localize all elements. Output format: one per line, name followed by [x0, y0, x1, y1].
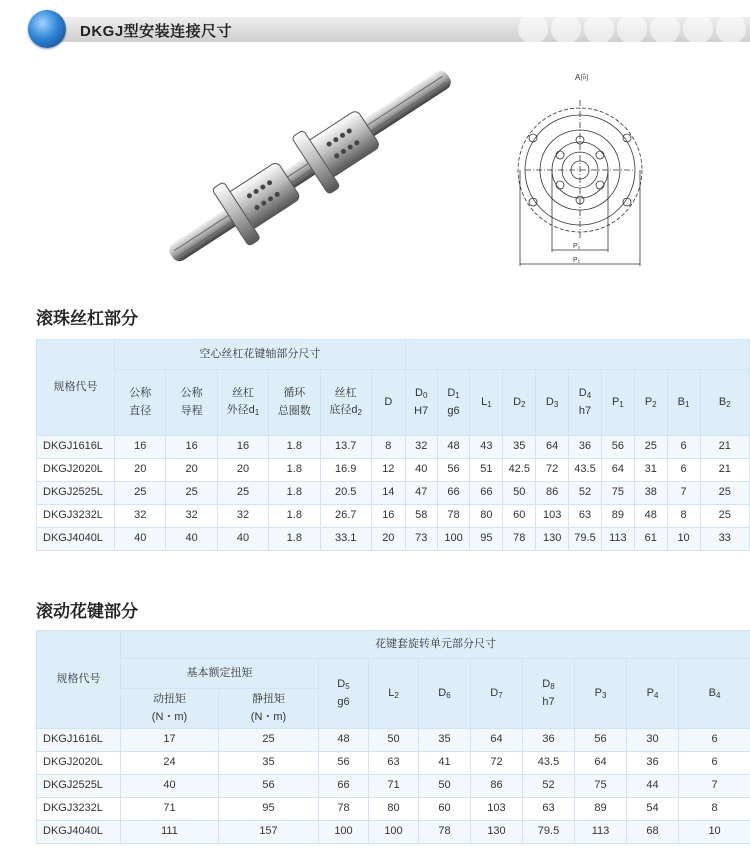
value-cell: 80 [470, 505, 503, 528]
value-cell: 43.5 [523, 752, 575, 775]
value-cell: 56 [437, 459, 470, 482]
value-cell: 54 [627, 798, 679, 821]
value-cell: 66 [437, 482, 470, 505]
value-cell: 63 [369, 752, 419, 775]
value-cell: 72 [471, 752, 523, 775]
value-cell: 61 [634, 528, 667, 551]
value-cell: 10 [679, 821, 750, 844]
value-cell: 40 [405, 459, 437, 482]
value-cell: 16 [115, 436, 166, 459]
value-cell: 16 [166, 436, 217, 459]
value-cell: 1.8 [269, 436, 320, 459]
value-cell: 64 [601, 459, 634, 482]
value-cell: 47 [405, 482, 437, 505]
table-row [37, 775, 750, 798]
value-cell: 35 [219, 752, 319, 775]
value-cell: 20 [371, 528, 405, 551]
column-header: $P_2$ [634, 370, 667, 436]
view-label: A向 [575, 73, 589, 82]
model-cell: DKGJ4040L [37, 821, 121, 844]
value-cell: 56 [575, 729, 627, 752]
value-cell: 25 [634, 436, 667, 459]
value-cell: 86 [536, 482, 569, 505]
column-header: $P_3$ [575, 659, 627, 729]
column-header: 丝杠 外径$d_1$ [217, 370, 268, 436]
page-title: DKGJ型安装连接尺寸 [80, 23, 233, 40]
column-header: $D_0$ H7 [405, 370, 437, 436]
column-header: $D_8$ h7 [523, 659, 575, 729]
value-cell: 48 [634, 505, 667, 528]
torque-header: 基本额定扭矩 [121, 659, 319, 689]
column-header: $D_4$ h7 [569, 370, 602, 436]
value-cell: 8 [371, 436, 405, 459]
model-cell: DKGJ1616L [37, 436, 115, 459]
value-cell: 130 [536, 528, 569, 551]
value-cell: 50 [419, 775, 471, 798]
value-cell: 103 [471, 798, 523, 821]
value-cell: 50 [503, 482, 536, 505]
column-header: $D_3$ [536, 370, 569, 436]
column-header: $L_2$ [369, 659, 419, 729]
value-cell: 7 [667, 482, 700, 505]
table-row [37, 821, 750, 844]
column-header: $B_2$ [700, 370, 750, 436]
value-cell: 6 [667, 436, 700, 459]
value-cell: 66 [470, 482, 503, 505]
value-cell: 36 [627, 752, 679, 775]
value-cell: 71 [121, 798, 219, 821]
table-row [37, 729, 750, 752]
value-cell: 1.8 [269, 482, 320, 505]
value-cell: 48 [437, 436, 470, 459]
value-cell: 32 [405, 436, 437, 459]
table-row [37, 752, 750, 775]
value-cell: 8 [679, 798, 750, 821]
value-cell: 33.1 [320, 528, 371, 551]
value-cell: 95 [470, 528, 503, 551]
rolling-spline-table [36, 630, 750, 844]
table-row [37, 436, 750, 459]
value-cell: 52 [569, 482, 602, 505]
value-cell: 130 [471, 821, 523, 844]
column-header: 丝杠 底径$d_2$ [320, 370, 371, 436]
value-cell: 1.8 [269, 459, 320, 482]
value-cell: 6 [679, 729, 750, 752]
value-cell: 43 [470, 436, 503, 459]
value-cell: 20 [217, 459, 268, 482]
value-cell: 60 [503, 505, 536, 528]
value-cell: 25 [115, 482, 166, 505]
value-cell: 24 [121, 752, 219, 775]
column-header: $P_4$ [627, 659, 679, 729]
value-cell: 25 [700, 482, 750, 505]
column-header: 公称 导程 [166, 370, 217, 436]
model-header: 规格代号 [37, 340, 115, 436]
value-cell: 64 [536, 436, 569, 459]
header-bullet-icon [28, 10, 66, 48]
value-cell: 21 [700, 459, 750, 482]
value-cell: 6 [667, 459, 700, 482]
value-cell: 6 [679, 752, 750, 775]
value-cell: 48 [319, 729, 369, 752]
table-row [37, 459, 750, 482]
value-cell: 25 [166, 482, 217, 505]
value-cell: 40 [166, 528, 217, 551]
value-cell: 157 [219, 821, 319, 844]
value-cell: 51 [470, 459, 503, 482]
value-cell: 58 [405, 505, 437, 528]
model-cell: DKGJ2020L [37, 752, 121, 775]
column-header: 公称 直径 [115, 370, 166, 436]
value-cell: 86 [471, 775, 523, 798]
value-cell: 32 [217, 505, 268, 528]
value-cell: 78 [319, 798, 369, 821]
model-cell: DKGJ4040L [37, 528, 115, 551]
model-cell: DKGJ3232L [37, 798, 121, 821]
value-cell: 8 [667, 505, 700, 528]
p2-label: P₂ [573, 243, 581, 250]
section1-title: 滚珠丝杠部分 [36, 309, 138, 328]
column-header: $D_1$ g6 [437, 370, 470, 436]
value-cell: 89 [575, 798, 627, 821]
value-cell: 100 [319, 821, 369, 844]
value-cell: 95 [219, 798, 319, 821]
value-cell: 32 [166, 505, 217, 528]
value-cell: 38 [634, 482, 667, 505]
value-cell: 32 [115, 505, 166, 528]
torque-column-header: 动扭矩 (N・m) [121, 689, 219, 729]
column-header: $D_2$ [503, 370, 536, 436]
value-cell: 40 [217, 528, 268, 551]
value-cell: 40 [115, 528, 166, 551]
model-cell: DKGJ2525L [37, 775, 121, 798]
table-row [37, 505, 750, 528]
torque-column-header: 静扭矩 (N・m) [219, 689, 319, 729]
column-header: D [371, 370, 405, 436]
section2-title: 滚动花键部分 [36, 602, 138, 621]
value-cell: 63 [569, 505, 602, 528]
value-cell: 26.7 [320, 505, 371, 528]
value-cell: 40 [121, 775, 219, 798]
value-cell: 7 [679, 775, 750, 798]
value-cell: 103 [536, 505, 569, 528]
table-row [37, 482, 750, 505]
value-cell: 56 [319, 752, 369, 775]
group-header: 空心丝杠花键轴部分尺寸 [115, 340, 406, 370]
value-cell: 52 [523, 775, 575, 798]
value-cell: 73 [405, 528, 437, 551]
value-cell: 17 [121, 729, 219, 752]
column-header: $D_7$ [471, 659, 523, 729]
value-cell: 31 [634, 459, 667, 482]
value-cell: 25 [217, 482, 268, 505]
model-cell: DKGJ3232L [37, 505, 115, 528]
value-cell: 20 [166, 459, 217, 482]
value-cell: 20 [115, 459, 166, 482]
value-cell: 89 [601, 505, 634, 528]
p1-label: P₁ [573, 257, 581, 264]
column-header: $B_1$ [667, 370, 700, 436]
value-cell: 56 [601, 436, 634, 459]
column-header: $B_4$ [679, 659, 750, 729]
value-cell: 20.5 [320, 482, 371, 505]
value-cell: 56 [219, 775, 319, 798]
value-cell: 10 [667, 528, 700, 551]
value-cell: 78 [437, 505, 470, 528]
column-header: $D_6$ [419, 659, 471, 729]
value-cell: 63 [523, 798, 575, 821]
ball-screw-spline-image [140, 58, 480, 273]
value-cell: 80 [369, 798, 419, 821]
value-cell: 100 [369, 821, 419, 844]
value-cell: 42.5 [503, 459, 536, 482]
value-cell: 41 [419, 752, 471, 775]
value-cell: 113 [575, 821, 627, 844]
value-cell: 44 [627, 775, 679, 798]
value-cell: 1.8 [269, 505, 320, 528]
value-cell: 25 [700, 505, 750, 528]
value-cell: 36 [569, 436, 602, 459]
value-cell: 113 [601, 528, 634, 551]
value-cell: 1.8 [269, 528, 320, 551]
value-cell: 25 [219, 729, 319, 752]
value-cell: 79.5 [569, 528, 602, 551]
value-cell: 64 [575, 752, 627, 775]
column-header: $P_1$ [601, 370, 634, 436]
table-row [37, 798, 750, 821]
value-cell: 14 [371, 482, 405, 505]
value-cell: 60 [419, 798, 471, 821]
group-header: 花键套旋转单元部分尺寸 [121, 631, 750, 659]
value-cell: 72 [536, 459, 569, 482]
value-cell: 78 [419, 821, 471, 844]
value-cell: 66 [319, 775, 369, 798]
value-cell: 78 [503, 528, 536, 551]
value-cell: 35 [419, 729, 471, 752]
value-cell: 64 [471, 729, 523, 752]
value-cell: 100 [437, 528, 470, 551]
value-cell: 79.5 [523, 821, 575, 844]
value-cell: 36 [523, 729, 575, 752]
value-cell: 35 [503, 436, 536, 459]
group-header-blank [405, 340, 749, 370]
value-cell: 75 [601, 482, 634, 505]
value-cell: 16 [217, 436, 268, 459]
model-header: 规格代号 [37, 631, 121, 729]
value-cell: 50 [369, 729, 419, 752]
value-cell: 71 [369, 775, 419, 798]
column-header: $D_5$ g6 [319, 659, 369, 729]
value-cell: 33 [700, 528, 750, 551]
column-header: 循环 总圈数 [269, 370, 320, 436]
value-cell: 16 [371, 505, 405, 528]
section-header [28, 10, 750, 48]
value-cell: 16.9 [320, 459, 371, 482]
ball-screw-table [36, 339, 750, 551]
value-cell: 12 [371, 459, 405, 482]
value-cell: 75 [575, 775, 627, 798]
value-cell: 21 [700, 436, 750, 459]
value-cell: 68 [627, 821, 679, 844]
column-header: $L_1$ [470, 370, 503, 436]
header-decoration [515, 14, 746, 49]
model-cell: DKGJ2020L [37, 459, 115, 482]
value-cell: 43.5 [569, 459, 602, 482]
a-view-drawing [505, 70, 685, 275]
table-row [37, 528, 750, 551]
value-cell: 111 [121, 821, 219, 844]
value-cell: 30 [627, 729, 679, 752]
model-cell: DKGJ2525L [37, 482, 115, 505]
value-cell: 13.7 [320, 436, 371, 459]
model-cell: DKGJ1616L [37, 729, 121, 752]
